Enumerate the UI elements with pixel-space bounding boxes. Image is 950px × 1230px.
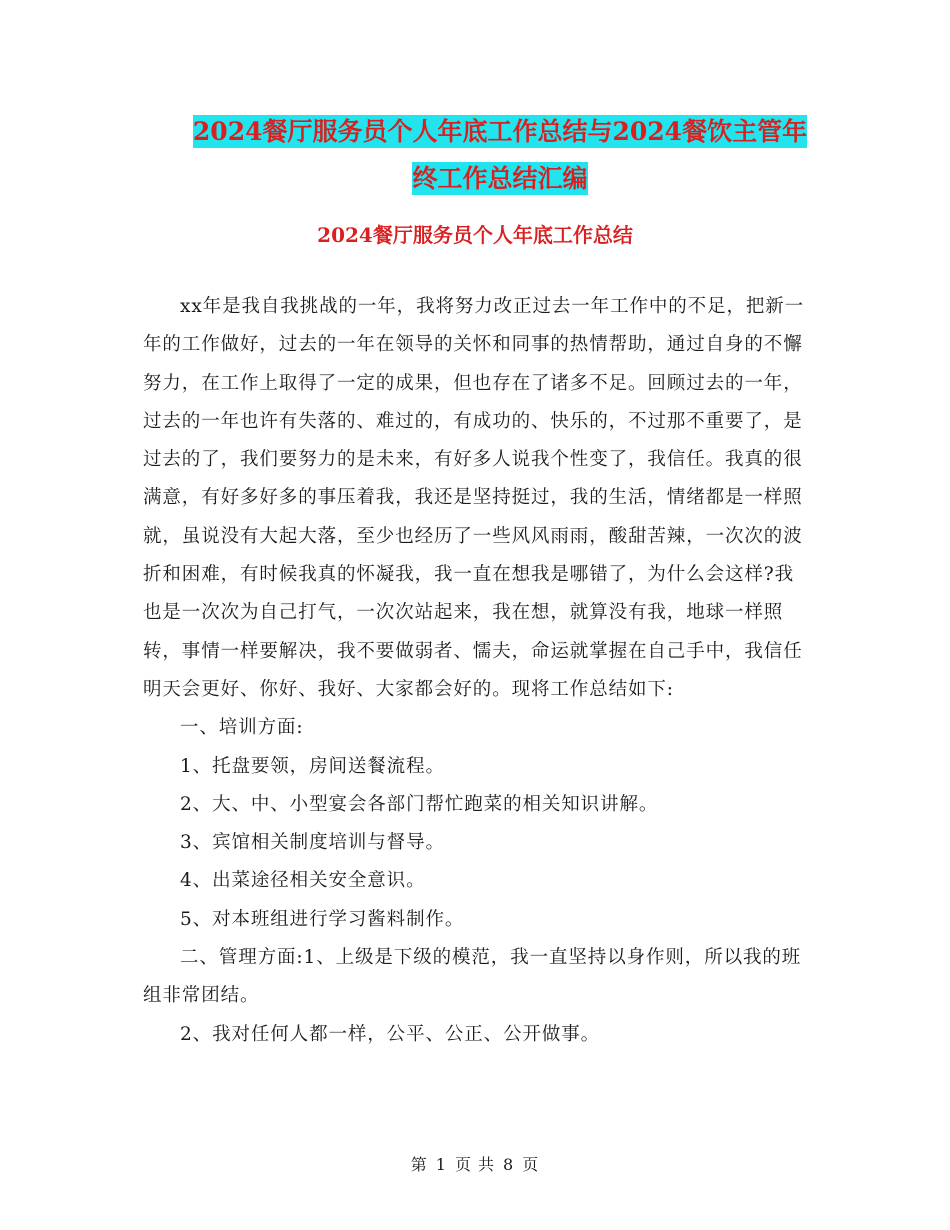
body-paragraph-training-3: 3、宾馆相关制度培训与督导。 xyxy=(180,832,445,854)
page-footer xyxy=(0,1152,950,1175)
body-paragraph-training-1: 1、托盘要领，房间送餐流程。 xyxy=(180,755,445,777)
body-paragraph-training-5: 5、对本班组进行学习酱料制作。 xyxy=(180,908,465,930)
main-title-line-1: 2024餐厅服务员个人年底工作总结与2024餐饮主管年 xyxy=(192,117,808,146)
body-paragraph-intro: xx年是我自我挑战的一年，我将努力改正过去一年工作中的不足，把新一年的工作做好，过去的一年在领导的关怀和同事的热情帮助，通过自身的不懈努力，在工作上取得了一定的成果，但也存在了诸多不足。回顾过去的一年，过去的一年也许有失落的、难过的，有成功的、快乐的，不过那不重要了，是过去的了，我们要努力的是未来，有好多人说我个性变了，我信任。我真的很满意，有好多好多的事压着我，我还是坚持挺过，我的生活，情绪都是一样照就，虽说没有大起大落，至少也经历了一些风风雨雨，酸甜苦辣，一次次的波折和困难，有时候我真的怀凝我，我一直在想我是哪错了，为什么会这样?我也是一次次为自己打气，一次次站起来，我在想，就算没有我，地球一样照转，事情一样要解决，我不要做弱者、懦夫，命运就掌握在自己手中，我信任明天会更好、你好、我好、大家都会好的。现将工作总结如下: xyxy=(143,296,805,700)
body-paragraph-management-1: 二、管理方面:1、上级是下级的模范，我一直坚持以身作则，所以我的班组非常团结。 xyxy=(143,947,802,1007)
main-title-line-2: 终工作总结汇编 xyxy=(412,164,588,193)
document-main-title xyxy=(120,108,880,202)
body-paragraph-training-heading: 一、培训方面: xyxy=(180,717,304,739)
body-paragraph-management-2: 2、我对任何人都一样，公平、公正、公开做事。 xyxy=(180,1023,601,1045)
footer-page-number: 1 xyxy=(435,1155,447,1174)
document-body xyxy=(143,288,811,1054)
body-paragraph-training-4: 4、出菜途径相关安全意识。 xyxy=(180,870,426,892)
body-paragraph-training-2: 2、大、中、小型宴会各部门帮忙跑菜的相关知识讲解。 xyxy=(180,793,659,815)
section-title: 2024餐厅服务员个人年底工作总结 xyxy=(317,223,633,247)
footer-suffix: 页 xyxy=(522,1155,540,1174)
footer-total-pages: 8 xyxy=(503,1155,515,1174)
footer-middle: 页 共 xyxy=(454,1155,496,1174)
footer-prefix: 第 xyxy=(410,1155,428,1174)
